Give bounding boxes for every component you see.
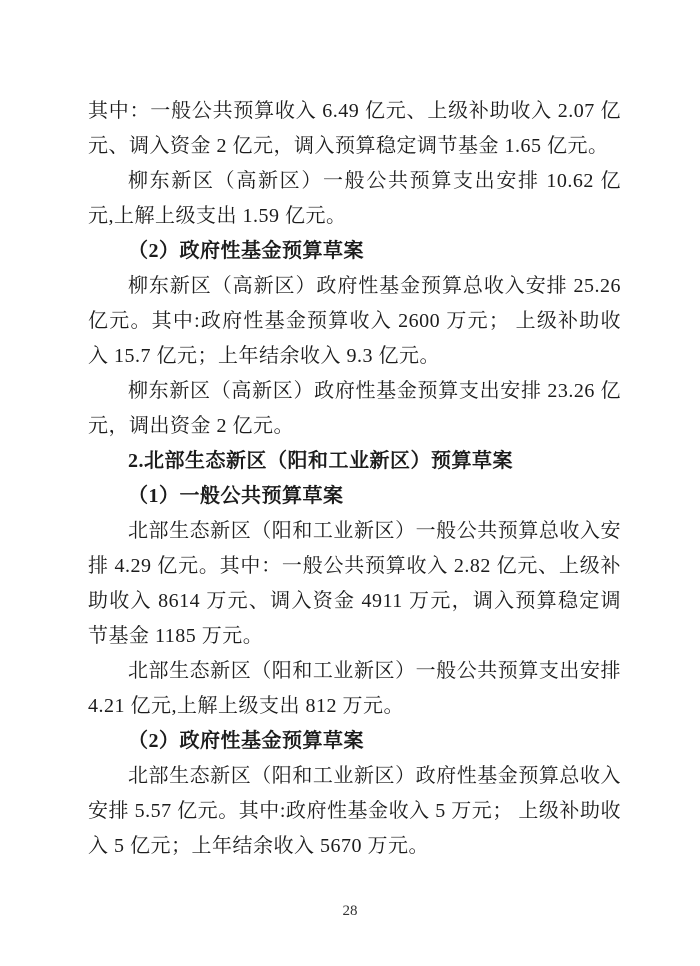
heading-northern-ecozone-budget-draft: 2.北部生态新区（阳和工业新区）预算草案	[128, 450, 513, 472]
paragraph-budget-income-detail: 其中：一般公共预算收入 6.49 亿元、上级补助收入 2.07 亿元、调入资金 2 亿元，调入预算稳定调节基金 1.65 亿元。	[88, 100, 621, 157]
paragraph-liudong-govfund-expenditure: 柳东新区（高新区）政府性基金预算支出安排 23.26 亿元，调出资金 2 亿元。	[88, 380, 621, 437]
heading-govfund-budget-draft-2: （2）政府性基金预算草案	[128, 730, 364, 752]
heading-general-public-budget-draft: （1）一般公共预算草案	[128, 485, 344, 507]
page-number: 28	[342, 903, 358, 919]
paragraph-northern-govfund-income: 北部生态新区（阳和工业新区）政府性基金预算总收入安排 5.57 亿元。其中:政府性基金收入 5 万元； 上级补助收入 5 亿元；上年结余收入 5670 万元。	[88, 765, 621, 857]
paragraph-northern-general-expenditure: 北部生态新区（阳和工业新区）一般公共预算支出安排 4.21 亿元,上解上级支出 812 万元。	[88, 660, 621, 717]
paragraph-liudong-expenditure: 柳东新区（高新区）一般公共预算支出安排 10.62 亿元,上解上级支出 1.59 亿元。	[88, 170, 621, 227]
paragraph-northern-general-income: 北部生态新区（阳和工业新区）一般公共预算总收入安排 4.29 亿元。其中：一般公共预算收入 2.82 亿元、上级补助收入 8614 万元、调入资金 4911 万元，调入预算稳定调节基金 1185 万元。	[88, 520, 621, 647]
paragraph-liudong-govfund-income: 柳东新区（高新区）政府性基金预算总收入安排 25.26 亿元。其中:政府性基金预算收入 2600 万元； 上级补助收入 15.7 亿元；上年结余收入 9.3 亿元。	[88, 275, 621, 367]
document-body	[88, 94, 621, 864]
heading-govfund-budget-draft-1: （2）政府性基金预算草案	[128, 240, 364, 262]
